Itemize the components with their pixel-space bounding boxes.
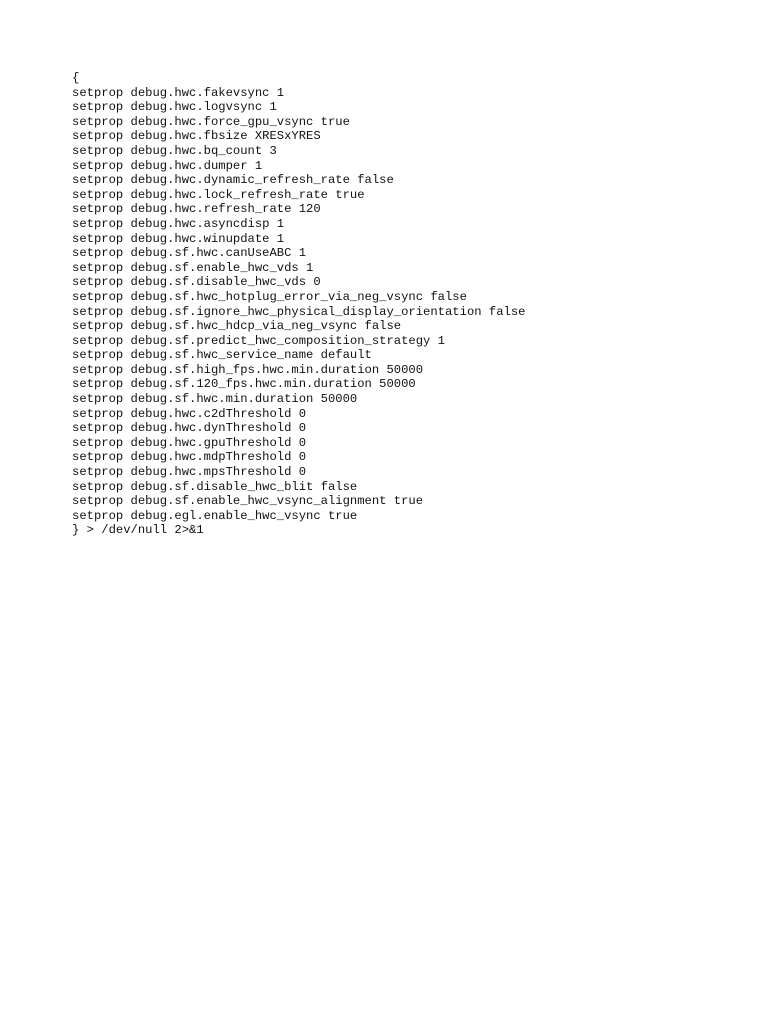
code-line: setprop debug.hwc.mdpThreshold 0 <box>72 450 307 465</box>
code-line: setprop debug.hwc.dynThreshold 0 <box>72 421 307 436</box>
code-line: setprop debug.hwc.mpsThreshold 0 <box>72 465 307 480</box>
code-line: setprop debug.hwc.gpuThreshold 0 <box>72 435 307 450</box>
code-line: setprop debug.hwc.refresh_rate 120 <box>72 202 321 217</box>
code-line: { <box>72 71 80 85</box>
code-line: setprop debug.hwc.lock_refresh_rate true <box>72 187 365 202</box>
code-line: setprop debug.hwc.fakevsync 1 <box>72 85 285 100</box>
code-line: setprop debug.hwc.dynamic_refresh_rate false <box>72 173 394 188</box>
code-line: setprop debug.hwc.logvsync 1 <box>72 100 277 115</box>
code-line: setprop debug.egl.enable_hwc_vsync true <box>72 508 358 523</box>
code-line: setprop debug.hwc.fbsize XRESxYRES <box>72 129 321 144</box>
code-line: setprop debug.sf.hwc.canUseABC 1 <box>72 246 307 261</box>
code-line: setprop debug.sf.high_fps.hwc.min.duration 50000 <box>72 362 424 377</box>
code-line: setprop debug.hwc.asyncdisp 1 <box>72 216 285 231</box>
code-line: setprop debug.sf.enable_hwc_vsync_alignment true <box>72 494 424 509</box>
code-line: } > /dev/null 2>&1 <box>72 523 204 538</box>
code-line: setprop debug.sf.predict_hwc_composition_strategy 1 <box>72 333 445 348</box>
code-line: setprop debug.hwc.c2dThreshold 0 <box>72 406 307 421</box>
code-line: setprop debug.sf.disable_hwc_vds 0 <box>72 275 321 290</box>
code-line: setprop debug.sf.hwc_hotplug_error_via_neg_vsync false <box>72 289 467 304</box>
code-line: setprop debug.hwc.winupdate 1 <box>72 231 285 246</box>
code-line: setprop debug.sf.ignore_hwc_physical_display_orientation false <box>72 304 526 319</box>
code-line: setprop debug.hwc.force_gpu_vsync true <box>72 114 350 129</box>
code-line: setprop debug.sf.120_fps.hwc.min.duration 50000 <box>72 377 416 392</box>
code-line: setprop debug.sf.disable_hwc_blit false <box>72 479 358 494</box>
code-line: setprop debug.sf.enable_hwc_vds 1 <box>72 260 314 275</box>
code-line: setprop debug.sf.hwc.min.duration 50000 <box>72 392 358 407</box>
script-document <box>72 71 752 538</box>
code-line: setprop debug.sf.hwc_hdcp_via_neg_vsync false <box>72 319 402 334</box>
code-line: setprop debug.hwc.bq_count 3 <box>72 143 277 158</box>
code-line: setprop debug.hwc.dumper 1 <box>72 158 263 173</box>
code-line: setprop debug.sf.hwc_service_name default <box>72 348 372 363</box>
